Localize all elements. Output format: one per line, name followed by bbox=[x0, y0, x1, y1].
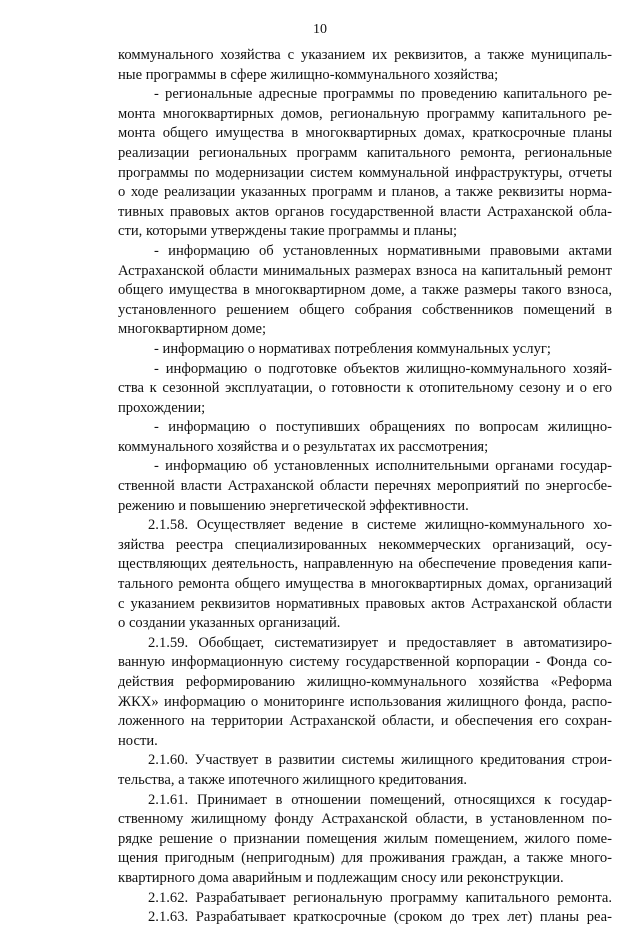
text-line: 2.1.60. Участвует в развитии системы жилищного кредитования строи- bbox=[148, 752, 612, 769]
text-line: ществляющих деятельность, направленную на обеспечение проведения капи- bbox=[118, 556, 612, 573]
text-line: о создании указанных организаций. bbox=[118, 615, 341, 632]
text-line: ванную информационную систему государственной корпорации - Фонда со- bbox=[118, 654, 612, 671]
text-line: 2.1.61. Принимает в отношении помещений, относящихся к государ- bbox=[148, 791, 612, 808]
text-line: реализации региональных программ капитального ремонта, региональные bbox=[118, 144, 612, 161]
text-line: 2.1.59. Обобщает, систематизирует и предоставляет в автоматизиро- bbox=[148, 634, 612, 651]
text-line: 2.1.62. Разрабатывает региональную программу капитального ремонта. bbox=[148, 889, 612, 906]
text-line: - информацию об установленных нормативными правовыми актами bbox=[154, 242, 612, 259]
text-line: с указанием реквизитов нормативных правовых актов Астраханской области bbox=[118, 595, 612, 612]
text-line: сти, которыми утверждены такие программы и планы; bbox=[118, 223, 458, 240]
text-line: - региональные адресные программы по проведению капитального ре- bbox=[154, 86, 612, 103]
text-line: - информацию о подготовке объектов жилищно-коммунального хозяй- bbox=[154, 360, 612, 377]
text-line: щения пригодным (непригодным) для проживания граждан, а также много- bbox=[118, 850, 612, 867]
text-line: общего имущества в многоквартирном доме, а также размеры такого взноса, bbox=[118, 282, 612, 299]
text-line: ственному жилищному фонду Астраханской области, в установленном по- bbox=[118, 811, 612, 828]
text-line: - информацию о нормативах потребления коммунальных услуг; bbox=[154, 340, 551, 357]
text-line: установленного решением общего собрания собственников помещений в bbox=[118, 301, 612, 318]
text-line: ственной власти Астраханской области перечнях мероприятий по энергосбе- bbox=[118, 478, 612, 495]
text-line: программы по модернизации систем коммунальной инфраструктуры, отчеты bbox=[118, 164, 612, 181]
text-line: ЖКХ» информацию о мониторинге использования жилищного фонда, распо- bbox=[118, 693, 612, 710]
text-line: тельства, а также ипотечного жилищного кредитования. bbox=[118, 771, 468, 788]
text-line: - информацию о поступивших обращениях по вопросам жилищно- bbox=[154, 419, 612, 436]
text-line: рядке решение о признании помещения жилым помещением, жилого поме- bbox=[118, 830, 612, 847]
text-line: режению и повышению энергетической эффективности. bbox=[118, 497, 469, 514]
text-line: коммунального хозяйства с указанием их реквизитов, а также муниципаль- bbox=[118, 47, 612, 63]
text-line: прохождении; bbox=[118, 399, 206, 416]
text-line: ложенного на территории Астраханской области, и обеспечения его сохран- bbox=[118, 713, 612, 730]
text-line: зяйства реестра специализированных некоммерческих организаций, осу- bbox=[118, 536, 612, 553]
text-line: квартирного дома аварийным и подлежащим сносу или реконструкции. bbox=[118, 869, 564, 886]
text-line: действия реформированию жилищно-коммунального хозяйства «Реформа bbox=[118, 674, 612, 690]
text-line: 2.1.58. Осуществляет ведение в системе жилищно-коммунального хо- bbox=[148, 517, 612, 534]
text-line: тивных правовых актов органов государственной власти Астраханской обла- bbox=[118, 203, 612, 220]
text-line: 2.1.63. Разрабатывает краткосрочные (сроком до трех лет) планы реа- bbox=[148, 909, 612, 926]
text-line: монта многоквартирных домов, региональную программу капитального ре- bbox=[118, 105, 612, 122]
text-line: многоквартирном доме; bbox=[118, 321, 267, 338]
page-number: 10 bbox=[313, 22, 327, 37]
text-line: о ходе реализации указанных программ и планов, а также реквизиты норма- bbox=[118, 184, 612, 201]
text-line: ства к сезонной эксплуатации, о готовности к отопительному сезону и о его bbox=[118, 380, 612, 397]
text-line: монта общего имущества в многоквартирных домах, краткосрочные планы bbox=[118, 125, 612, 142]
document-body bbox=[118, 46, 612, 928]
text-line: тального ремонта общего имущества в многоквартирных домах, организаций bbox=[118, 576, 612, 593]
text-line: - информацию об установленных исполнительными органами государ- bbox=[154, 458, 612, 475]
text-line: коммунального хозяйства и о результатах их рассмотрения; bbox=[118, 438, 489, 455]
text-line: ные программы в сфере жилищно-коммунального хозяйства; bbox=[118, 66, 499, 83]
text-line: Астраханской области минимальных размерах взноса на капитальный ремонт bbox=[118, 262, 612, 279]
text-line: ности. bbox=[118, 732, 158, 749]
